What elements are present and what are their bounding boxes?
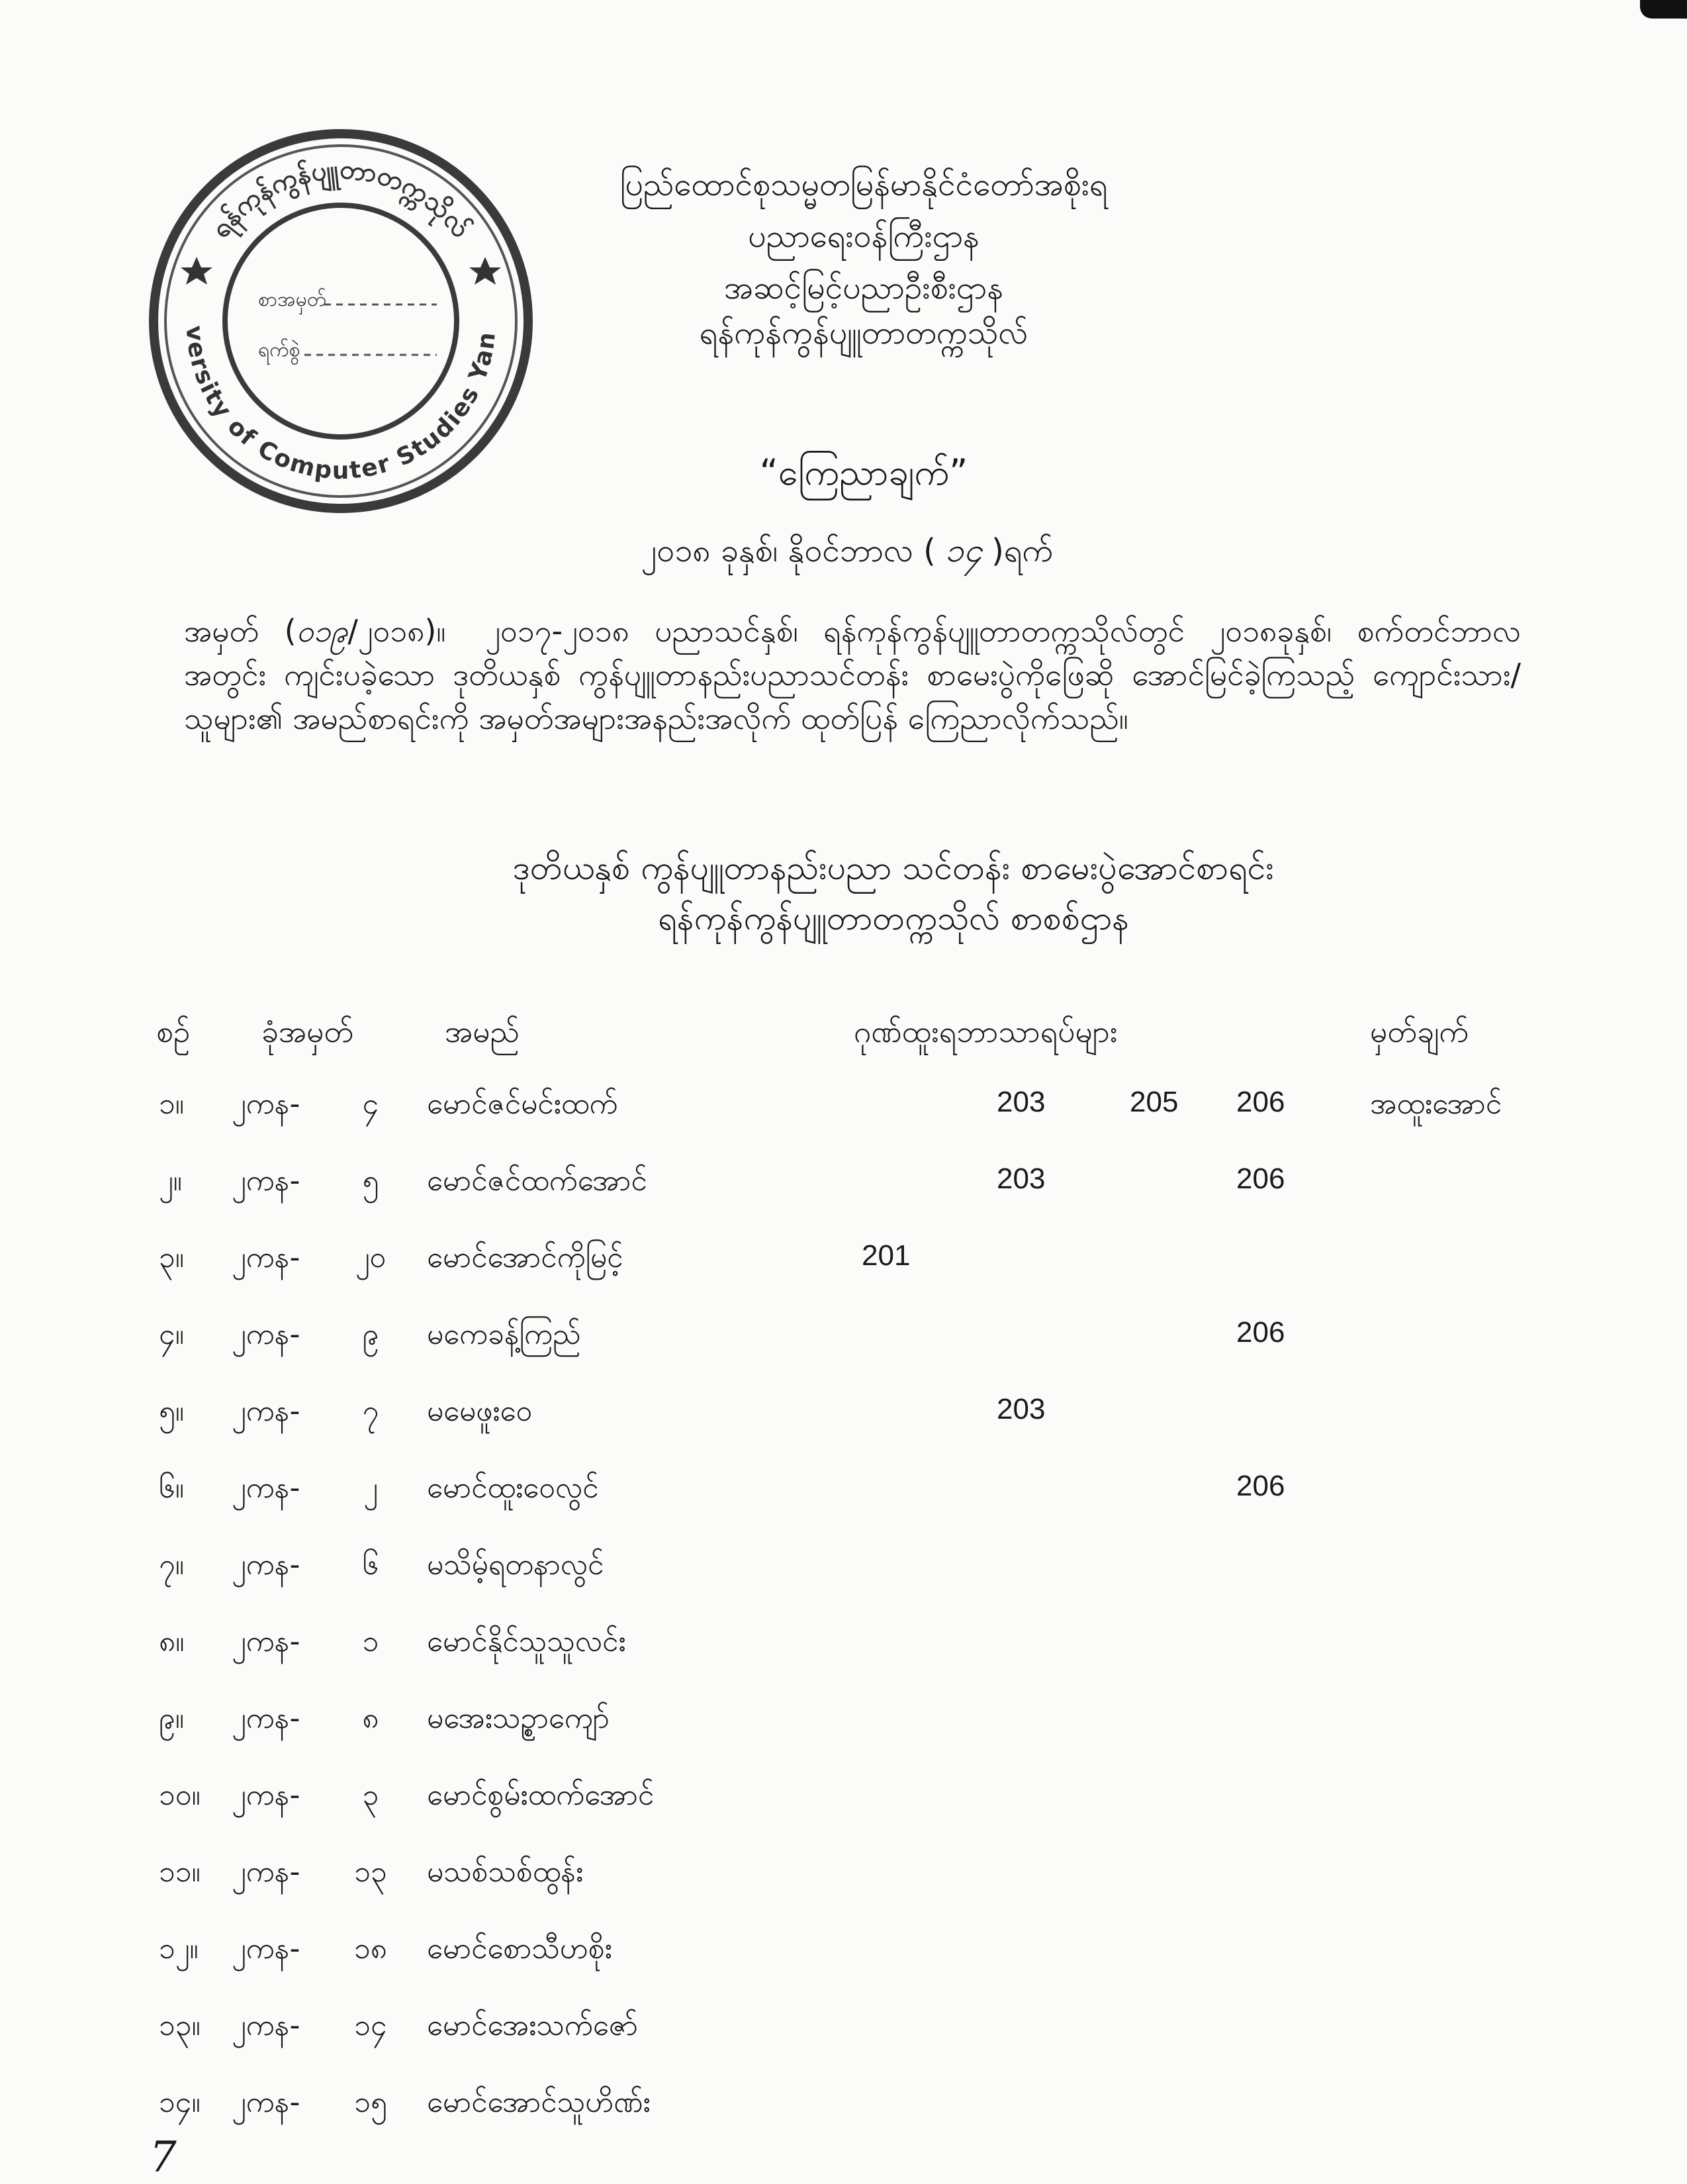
cell-num: ၁၈: [354, 1932, 387, 1966]
cell-no: ၈။: [159, 1625, 185, 1658]
notice-reference: အမှတ် (၀၁၉/၂၀၁၈)။: [184, 613, 446, 649]
col-header-name: အမည်: [445, 1014, 520, 1049]
seal-star-left-icon: [181, 257, 212, 285]
cell-name: မောင်နိုင်သူသူလင်း: [427, 1625, 626, 1658]
cell-s4: 206: [1236, 1470, 1285, 1502]
notice-body: ၂၀၁၇-၂၀၁၈ ပညာသင်နှစ်၊ ရန်ကုန်ကွန်ပျူတာတက္ကသိုလ်တွင် ၂၀၁၈ခုနှစ်၊ စက်တင်ဘာလအတွင်း ကျင်းပခဲ့သော ဒုတိယနှစ် ကွန်ပျူတာနည်းပညာသင်တန်း စာမေးပွဲကိုဖြေဆို အောင်မြင်ခဲ့ကြသည့် ကျောင်းသား/သူများ၏ အမည်စာရင်းကို အမှတ်အများအနည်းအလိုက် ထုတ်ပြန် ကြေညာလိုက်သည်။: [184, 613, 1521, 736]
cell-roll: ၂ကန-: [232, 1241, 300, 1274]
date-prefix: ၂၀၁၈ ခုနှစ်၊ နိုဝင်ဘာလ (: [641, 532, 936, 569]
cell-num: ၁၃: [354, 1855, 387, 1889]
cell-roll: ၂ကန-: [232, 1932, 300, 1966]
cell-num: ၇: [362, 1394, 379, 1428]
cell-name: မောင်စွမ်းထက်အောင်: [427, 1778, 655, 1812]
table-row: [0, 1470, 1687, 1546]
cell-roll: ၂ကန-: [232, 2009, 300, 2042]
cell-num: ၂၀: [355, 1241, 387, 1274]
cell-no: ၃။: [159, 1241, 185, 1274]
cell-roll: ၂ကန-: [232, 1317, 300, 1351]
table-row: [0, 1316, 1687, 1393]
cell-no: ၁၀။: [159, 1778, 201, 1812]
cell-name: မကေခန့်ကြည်: [427, 1317, 581, 1351]
header-line-1: ပြည်ထောင်စုသမ္မတမြန်မာနိုင်ငံတော်အစိုးရ: [619, 166, 1108, 203]
table-row: [0, 1623, 1687, 1700]
cell-roll: ၂ကန-: [232, 1855, 300, 1889]
seal-star-right-icon: [469, 257, 501, 285]
cell-s1: 201: [862, 1239, 911, 1272]
cell-s2: 203: [997, 1393, 1046, 1425]
cell-name: မသစ်သစ်ထွန်း: [427, 1855, 584, 1889]
table-row: [0, 1777, 1687, 1854]
table-row: [0, 1239, 1687, 1316]
cell-no: ၇။: [159, 1548, 185, 1582]
cell-name: မအေးသဥ္စာကျော်: [427, 1701, 610, 1735]
cell-no: ၄။: [159, 1317, 185, 1351]
table-row: [0, 1086, 1687, 1163]
cell-s4: 206: [1236, 1316, 1285, 1349]
cell-no: ၂။: [159, 1164, 182, 1198]
cell-num: ၂: [363, 1471, 378, 1505]
cell-no: ၁၃။: [159, 2009, 201, 2042]
cell-num: ၃: [362, 1778, 379, 1812]
table-row: [0, 1163, 1687, 1239]
page-number: 7: [150, 2133, 177, 2182]
cell-roll: ၂ကန-: [232, 2085, 300, 2119]
cell-no: ၅။: [159, 1394, 185, 1428]
notice-ref-number: ၀၁၉: [296, 613, 348, 649]
seal-ring-top-text: ရန်ကုန်ကွန်ပျူတာတက္ကသိုလ်: [205, 154, 477, 244]
cell-roll: ၂ကန-: [232, 1394, 300, 1428]
cell-num: ၁: [362, 1625, 379, 1658]
cell-roll: ၂ကန-: [232, 1778, 300, 1812]
cell-name: မောင်စောသီဟစိုး: [427, 1932, 612, 1966]
table-row: [0, 1930, 1687, 2007]
cell-roll: ၂ကန-: [232, 1087, 300, 1121]
cell-roll: ၂ကန-: [232, 1164, 300, 1198]
cell-name: မောင်ထူးဝေလွင်: [427, 1471, 599, 1505]
header-line-4: ရန်ကုန်ကွန်ပျူတာတက္ကသိုလ်: [699, 314, 1028, 352]
university-seal: [146, 126, 536, 516]
cell-remark: အထူးအောင်: [1370, 1087, 1502, 1121]
table-row: [0, 2007, 1687, 2084]
cell-num: ၁၅: [354, 2085, 387, 2119]
col-header-remark: မှတ်ချက်: [1370, 1014, 1469, 1049]
cell-name: မောင်ဇင်မင်းထက်: [427, 1087, 618, 1121]
cell-name: မောင်အောင်ကိုမြင့်: [427, 1241, 623, 1274]
cell-num: ၁၄: [354, 2009, 387, 2042]
seal-line1-label: စာအမှတ်: [258, 288, 327, 311]
table-row: [0, 1700, 1687, 1777]
table-row: [0, 1546, 1687, 1623]
cell-roll: ၂ကန-: [232, 1548, 300, 1582]
cell-s4: 206: [1236, 1163, 1285, 1195]
cell-num: ၉: [362, 1317, 379, 1351]
cell-name: မောင်အောင်သူဟိဏ်း: [427, 2085, 651, 2119]
cell-num: ၄: [362, 1087, 379, 1121]
cell-s2: 203: [997, 1086, 1046, 1118]
seal-line2-label: ရက်စွဲ: [258, 338, 300, 361]
cell-roll: ၂ကန-: [232, 1701, 300, 1735]
cell-s2: 203: [997, 1163, 1046, 1195]
cell-name: မောင်အေးသက်ဇော်: [427, 2009, 638, 2042]
cell-no: ၁၁။: [159, 1855, 201, 1889]
cell-name: မမေဖူးဝေ: [427, 1394, 533, 1428]
list-department: ရန်ကုန်ကွန်ပျူတာတက္ကသိုလ် စာစစ်ဌာန: [657, 899, 1130, 937]
announcement-title: “ကြေညာချက်”: [759, 451, 968, 493]
col-header-no: စဥ်: [156, 1014, 191, 1049]
table-row: [0, 1854, 1687, 1930]
cell-no: ၁၂။: [159, 1932, 199, 1966]
cell-s4: 206: [1236, 1086, 1285, 1118]
cell-roll: ၂ကန-: [232, 1625, 300, 1658]
cell-num: ၅: [362, 1164, 379, 1198]
cell-name: မသိမ့်ရတနာလွင်: [427, 1548, 604, 1582]
table-row: [0, 1393, 1687, 1470]
col-header-roll: ခုံအမှတ်: [261, 1014, 354, 1049]
notice-paragraph: [184, 609, 1521, 740]
cell-no: ၉။: [159, 1701, 185, 1735]
cell-s3: 205: [1130, 1086, 1179, 1118]
announcement-date: [549, 530, 1145, 578]
list-title: ဒုတိယနှစ် ကွန်ပျူတာနည်းပညာ သင်တန်း စာမေးပွဲအောင်စာရင်း: [512, 849, 1275, 887]
cell-no: ၁၄။: [159, 2085, 201, 2119]
cell-num: ၈: [362, 1701, 379, 1735]
scan-edge-mark: [1640, 0, 1687, 19]
seal-ring-bottom-text: versity of Computer Studies Yan: [180, 324, 502, 485]
cell-roll: ၂ကန-: [232, 1471, 300, 1505]
col-header-subjects: ဂုဏ်ထူးရဘာသာရပ်များ: [854, 1014, 1118, 1049]
header-line-2: ပညာရေးဝန်ကြီးဌာန: [748, 218, 980, 255]
header-line-3: အဆင့်မြင့်ပညာဦးစီးဌာန: [724, 269, 1003, 307]
table-row: [0, 2084, 1687, 2161]
date-suffix: )ရက်: [991, 532, 1054, 569]
cell-num: ၆: [362, 1548, 379, 1582]
cell-no: ၁။: [159, 1087, 185, 1121]
cell-name: မောင်ဇင်ထက်အောင်: [427, 1164, 647, 1198]
cell-no: ၆။: [159, 1471, 185, 1505]
date-day: ၁၄: [944, 531, 983, 569]
